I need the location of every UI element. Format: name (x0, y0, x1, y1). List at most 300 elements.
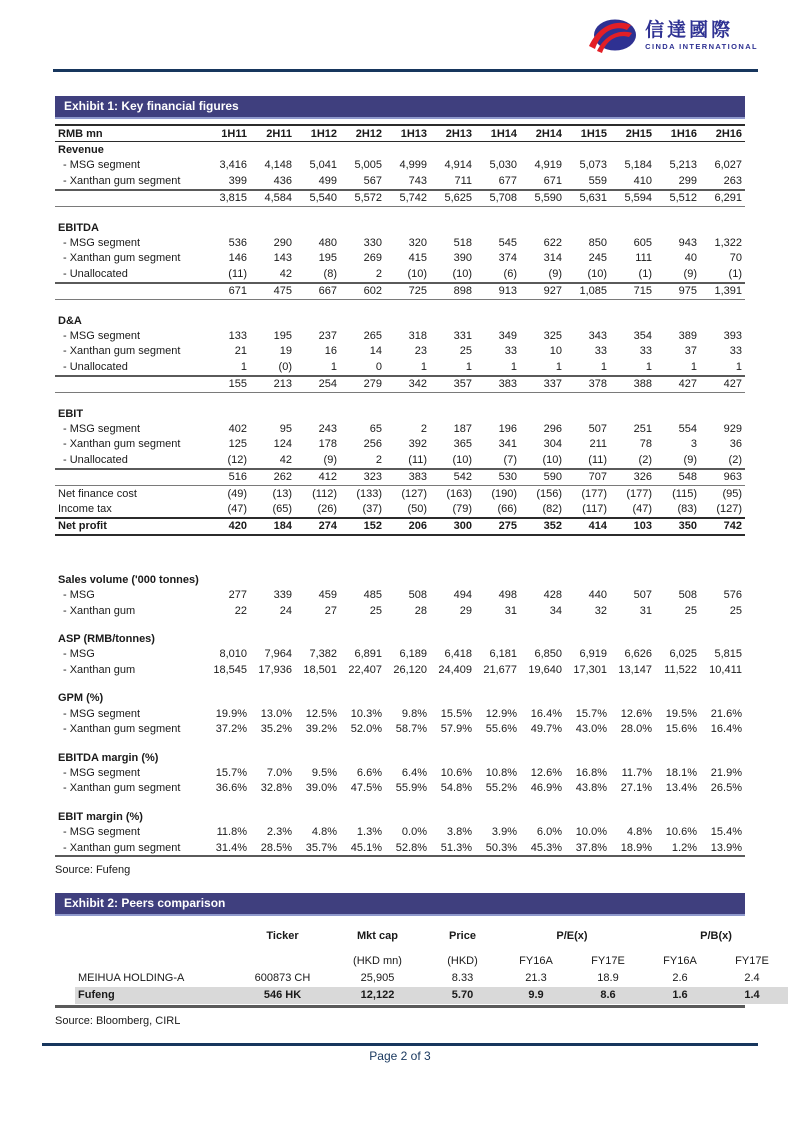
row-label: - MSG segment (63, 159, 141, 172)
value-cell: 32 (594, 604, 607, 617)
value-cell: 1,322 (714, 236, 742, 249)
value-cell: 6,181 (489, 648, 517, 661)
row-label: Net finance cost (58, 487, 137, 500)
value-cell: 300 (430, 518, 475, 535)
value-cell: 1 (465, 360, 472, 373)
data-row (55, 173, 745, 189)
value-cell: 279 (340, 376, 385, 393)
value-cell: 6,025 (669, 648, 697, 661)
value-cell: 16.4% (530, 707, 562, 720)
value-cell: 4.8% (626, 826, 652, 839)
value-cell: 436 (273, 174, 292, 187)
value-cell: 304 (543, 438, 562, 451)
row-label: - Xanthan gum segment (63, 174, 181, 187)
value-cell: 499 (318, 174, 337, 187)
value-cell: 43.8% (575, 782, 607, 795)
value-cell: 715 (610, 283, 655, 300)
value-cell: 554 (678, 423, 697, 435)
row-label: - Xanthan gum (63, 604, 136, 617)
row-label (55, 376, 205, 393)
peers-subheader (235, 953, 330, 970)
value-cell: 28.0% (620, 723, 652, 736)
cinda-logo (587, 13, 758, 59)
value-cell: 677 (498, 174, 517, 187)
value-cell: (2) (638, 453, 652, 466)
value-cell: (11) (408, 453, 427, 466)
value-cell: 5,540 (295, 190, 340, 207)
value-cell: 605 (633, 236, 652, 249)
value-cell: 25 (369, 604, 382, 617)
value-cell: 323 (340, 469, 385, 486)
column-header: 2H14 (535, 127, 562, 140)
value-cell: 5,572 (340, 190, 385, 207)
value-cell: 296 (543, 423, 562, 435)
row-label: - MSG (63, 589, 95, 602)
data-row (55, 840, 745, 856)
value-cell: 415 (408, 252, 427, 265)
value-cell: 9.5% (311, 766, 337, 779)
value-cell: 21.9% (710, 766, 742, 779)
value-cell: 152 (340, 518, 385, 535)
row-label: - Xanthan gum segment (55, 840, 205, 856)
value-cell: 6,418 (444, 648, 472, 661)
header-divider (53, 69, 758, 72)
value-cell: 124 (273, 438, 292, 451)
column-header: 1H15 (580, 127, 607, 140)
value-cell: 412 (295, 469, 340, 486)
value-cell: 35.2% (260, 723, 292, 736)
value-cell: 383 (385, 469, 430, 486)
value-cell: 6.6% (356, 766, 382, 779)
value-cell: 410 (633, 174, 652, 187)
value-cell: 4,914 (444, 159, 472, 172)
value-cell: (6) (503, 267, 517, 280)
value-cell: 18.1% (665, 766, 697, 779)
row-label: - Xanthan gum segment (63, 345, 181, 358)
value-cell: 211 (589, 438, 607, 451)
value-cell: 402 (228, 423, 247, 435)
value-cell: 19,640 (528, 663, 562, 676)
value-cell: 545 (498, 236, 517, 249)
value-cell: 13.4% (665, 782, 697, 795)
peers-header: P/E(x) (556, 930, 588, 942)
value-cell: (1) (728, 267, 742, 280)
peers-row-highlighted (75, 987, 788, 1004)
column-header: 2H13 (445, 127, 472, 140)
value-cell: (11) (588, 453, 607, 466)
value-cell: 54.8% (440, 782, 472, 795)
value-cell: 26.5% (710, 782, 742, 795)
value-cell: 15.4% (710, 826, 742, 839)
data-row (55, 825, 745, 840)
value-cell: 314 (543, 252, 562, 265)
data-row (55, 486, 745, 502)
exhibit-1-source: Source: Fufeng (55, 864, 131, 877)
peers-header: Price (449, 930, 476, 942)
row-label: - Unallocated (63, 267, 128, 280)
page-number: Page 2 of 3 (369, 1049, 431, 1063)
value-cell: 274 (295, 518, 340, 535)
value-cell: (13) (272, 487, 292, 500)
value-cell: 3,815 (205, 190, 250, 207)
value-cell: 6,291 (700, 190, 745, 207)
value-cell: 45.3% (520, 840, 565, 856)
value-cell: 21,677 (483, 663, 517, 676)
data-row (55, 422, 745, 437)
value-cell: 530 (475, 469, 520, 486)
exhibit-2-title-bar: Exhibit 2: Peers comparison (55, 893, 745, 916)
value-cell: 5,512 (655, 190, 700, 207)
value-cell: 237 (318, 329, 337, 342)
value-cell: 36 (729, 438, 742, 451)
value-cell: 25,905 (360, 972, 395, 984)
value-cell: 16 (324, 345, 337, 358)
value-cell: 52.8% (385, 840, 430, 856)
value-cell: 10,411 (709, 663, 742, 676)
value-cell: 33 (594, 345, 607, 358)
value-cell: (9) (683, 453, 697, 466)
value-cell: 33 (504, 345, 517, 358)
value-cell: 414 (565, 518, 610, 535)
value-cell: 1 (240, 360, 247, 373)
value-cell: 10.3% (350, 707, 382, 720)
value-cell: 10.8% (485, 766, 517, 779)
peers-subheader: FY17E (591, 955, 625, 967)
value-cell: 13.0% (260, 707, 292, 720)
value-cell: 184 (250, 518, 295, 535)
peers-header-row-2 (75, 953, 788, 970)
value-cell: 507 (633, 589, 652, 602)
peers-header: P/B(x) (700, 930, 732, 942)
value-cell: 428 (543, 589, 562, 602)
value-cell: 337 (520, 376, 565, 393)
value-cell: 155 (205, 376, 250, 393)
value-cell: 299 (678, 174, 697, 187)
value-cell: 32.8% (260, 782, 292, 795)
value-cell: 485 (363, 589, 382, 602)
value-cell: 602 (340, 283, 385, 300)
peers-subheader: (HKD) (447, 955, 478, 967)
value-cell: 427 (655, 376, 700, 393)
value-cell: 16.8% (575, 766, 607, 779)
subtotal-row (55, 376, 745, 393)
value-cell: 6,919 (579, 648, 607, 661)
value-cell: 725 (385, 283, 430, 300)
value-cell: 459 (318, 589, 337, 602)
spacer-row (55, 393, 745, 407)
value-cell: 536 (228, 236, 247, 249)
section-header-row (55, 142, 745, 158)
value-cell: 6,891 (354, 648, 382, 661)
value-cell: 26,120 (393, 663, 427, 676)
value-cell: 943 (678, 236, 697, 249)
value-cell: (156) (536, 487, 562, 500)
value-cell: 47.5% (350, 782, 382, 795)
value-cell: 206 (385, 518, 430, 535)
value-cell: 389 (678, 329, 697, 342)
spacer-row (55, 300, 745, 314)
peers-table-wrap (55, 928, 769, 1004)
value-cell: 393 (723, 329, 742, 342)
value-cell: 178 (318, 438, 337, 451)
value-cell: 243 (318, 423, 337, 435)
value-cell: 331 (453, 329, 472, 342)
value-cell: (7) (503, 453, 517, 466)
net-profit-row (55, 518, 745, 535)
value-cell: (112) (312, 487, 337, 500)
data-row (55, 706, 745, 721)
exhibit-2-source: Source: Bloomberg, CIRL (55, 1014, 181, 1027)
value-cell: 494 (453, 589, 472, 602)
value-cell: 5,631 (565, 190, 610, 207)
value-cell: 357 (430, 376, 475, 393)
value-cell: 4.8% (311, 826, 337, 839)
peers-subheader (75, 953, 235, 970)
value-cell: 8,010 (219, 648, 247, 661)
value-cell: 350 (655, 518, 700, 535)
value-cell: 1.6 (644, 987, 716, 1004)
section-header-row (55, 632, 745, 647)
value-cell: (177) (626, 487, 652, 500)
value-cell: 290 (273, 236, 292, 249)
value-cell: 2.3% (266, 826, 292, 839)
row-label (55, 283, 205, 300)
value-cell: 245 (588, 252, 607, 265)
data-row (55, 603, 745, 618)
spacer-row (55, 796, 745, 809)
value-cell: 5,213 (669, 159, 697, 172)
value-cell: 559 (588, 174, 607, 187)
value-cell: 622 (543, 236, 562, 249)
column-header: RMB mn (58, 127, 103, 140)
value-cell: 2 (375, 267, 382, 280)
value-cell: 427 (700, 376, 745, 393)
value-cell: 2 (420, 423, 427, 435)
value-cell: 46.9% (530, 782, 562, 795)
value-cell: 265 (363, 329, 382, 342)
value-cell: 10.6% (665, 826, 697, 839)
column-header: 1H12 (310, 127, 337, 140)
value-cell: (95) (722, 487, 742, 500)
value-cell: 420 (205, 518, 250, 535)
value-cell: 36.6% (215, 782, 247, 795)
value-cell: 383 (475, 376, 520, 393)
value-cell: 1,391 (700, 283, 745, 300)
value-cell: (1) (638, 267, 652, 280)
value-cell: 15.7% (575, 707, 607, 720)
value-cell: 23 (414, 345, 427, 358)
value-cell: 28 (414, 604, 427, 617)
section-header-row (55, 809, 745, 824)
value-cell: 40 (684, 252, 697, 265)
value-cell: 1 (645, 360, 652, 373)
value-cell: 39.0% (305, 782, 337, 795)
data-row (55, 251, 745, 266)
value-cell: 15.7% (215, 766, 247, 779)
value-cell: 11.7% (621, 766, 652, 779)
row-label: - MSG segment (63, 707, 141, 720)
value-cell: 5,625 (430, 190, 475, 207)
value-cell: 25 (459, 345, 472, 358)
value-cell: 508 (408, 589, 427, 602)
value-cell: 667 (295, 283, 340, 300)
cinda-logo-icon (587, 13, 639, 59)
data-row (55, 647, 745, 662)
row-label: - Xanthan gum segment (63, 723, 181, 736)
column-header-row (55, 125, 745, 142)
value-cell: 1 (690, 360, 697, 373)
value-cell: 35.7% (295, 840, 340, 856)
subtotal-row (55, 190, 745, 207)
value-cell: (10) (587, 267, 607, 280)
spacer-row (55, 678, 745, 691)
value-cell: 6,027 (714, 159, 742, 172)
value-cell: 17,301 (573, 663, 607, 676)
value-cell: 12,122 (330, 987, 425, 1004)
value-cell: 975 (655, 283, 700, 300)
spacer-cell (55, 678, 745, 691)
value-cell: (133) (356, 487, 382, 500)
value-cell: 929 (723, 423, 742, 435)
value-cell: 5,742 (385, 190, 430, 207)
value-cell: (127) (401, 487, 427, 500)
value-cell: 4,919 (534, 159, 562, 172)
spacer-cell (55, 207, 745, 221)
exhibit-1-section (55, 96, 745, 876)
value-cell: 963 (700, 469, 745, 486)
value-cell: 17,936 (258, 663, 292, 676)
value-cell: 34 (549, 604, 562, 617)
value-cell: (115) (672, 487, 697, 500)
row-label: - Unallocated (63, 453, 128, 466)
value-cell: 25 (729, 604, 742, 617)
value-cell: 1 (735, 360, 742, 373)
value-cell: 7.0% (266, 766, 292, 779)
value-cell: 9.9 (500, 987, 572, 1004)
value-cell: 11.8% (216, 826, 247, 839)
peers-header: Ticker (266, 930, 299, 942)
value-cell: 5,815 (714, 648, 742, 661)
value-cell: 12.5% (305, 707, 337, 720)
value-cell: 743 (408, 174, 427, 187)
value-cell: 390 (453, 252, 472, 265)
value-cell: 19.5% (665, 707, 697, 720)
value-cell: 742 (700, 518, 745, 535)
logo-english-name: CINDA INTERNATIONAL (645, 42, 758, 52)
value-cell: (12) (227, 453, 247, 466)
value-cell: 95 (279, 423, 292, 435)
value-cell: 318 (408, 329, 427, 342)
value-cell: 600873 CH (254, 972, 311, 984)
value-cell: 52.0% (350, 723, 382, 736)
value-cell: 9.8% (401, 707, 427, 720)
value-cell: 5,041 (309, 159, 337, 172)
value-cell: (177) (581, 487, 607, 500)
value-cell: 263 (723, 174, 742, 187)
value-cell: 21.3 (525, 972, 547, 984)
value-cell: 5,073 (579, 159, 607, 172)
value-cell: 12.6% (620, 707, 652, 720)
section-header-row (55, 572, 745, 587)
value-cell: 143 (273, 252, 292, 265)
value-cell: 10.6% (440, 766, 472, 779)
section-label: EBITDA (58, 221, 99, 234)
spacer-cell (55, 796, 745, 809)
value-cell: 262 (250, 469, 295, 486)
value-cell: 343 (588, 329, 607, 342)
value-cell: 18,545 (213, 663, 247, 676)
value-cell: 392 (408, 438, 427, 451)
value-cell: (117) (582, 503, 607, 516)
value-cell: 8.33 (451, 972, 474, 984)
value-cell: 374 (498, 252, 517, 265)
data-row (55, 235, 745, 250)
value-cell: 146 (228, 252, 247, 265)
value-cell: 4,148 (264, 159, 292, 172)
value-cell: 850 (588, 236, 607, 249)
value-cell: 133 (228, 329, 247, 342)
value-cell: (49) (227, 487, 247, 500)
value-cell: (9) (683, 267, 697, 280)
value-cell: 548 (655, 469, 700, 486)
value-cell: 6,189 (399, 648, 427, 661)
subtotal-row (55, 469, 745, 486)
value-cell: 65 (369, 423, 382, 435)
section-header-row (55, 313, 745, 328)
spacer-cell (55, 535, 745, 572)
value-cell: (10) (452, 267, 472, 280)
value-cell: 590 (520, 469, 565, 486)
value-cell: 1.4 (716, 987, 788, 1004)
column-header: 1H13 (400, 127, 427, 140)
column-header: 1H14 (490, 127, 517, 140)
spacer-cell (55, 300, 745, 314)
value-cell: 24 (279, 604, 292, 617)
value-cell: 5,030 (489, 159, 517, 172)
value-cell: 27 (324, 604, 337, 617)
peers-row (75, 970, 788, 987)
value-cell: 0.0% (401, 826, 427, 839)
value-cell: (82) (542, 503, 562, 516)
value-cell: 15.6% (665, 723, 697, 736)
row-label: - MSG segment (63, 423, 141, 435)
value-cell: 546 HK (235, 987, 330, 1004)
exhibit-2-section (55, 893, 769, 1027)
value-cell: 13,147 (618, 663, 652, 676)
value-cell: 354 (633, 329, 652, 342)
footer-divider (42, 1043, 758, 1046)
value-cell: 4,999 (399, 159, 427, 172)
peers-header (75, 928, 235, 953)
key-financial-figures-table (55, 124, 745, 857)
data-row (55, 722, 745, 737)
value-cell: 5,005 (354, 159, 382, 172)
spacer-row (55, 535, 745, 572)
row-label: - Xanthan gum segment (63, 438, 181, 451)
value-cell: 31 (639, 604, 652, 617)
row-label: - Xanthan gum segment (63, 252, 181, 265)
value-cell: 103 (610, 518, 655, 535)
value-cell: 1,085 (565, 283, 610, 300)
row-label: - Unallocated (63, 360, 128, 373)
value-cell: 326 (610, 469, 655, 486)
row-label (55, 469, 205, 486)
value-cell: 2.6 (672, 972, 688, 984)
value-cell: 6,626 (624, 648, 652, 661)
spacer-row (55, 619, 745, 632)
value-cell: (66) (497, 503, 517, 516)
value-cell: 3.9% (491, 826, 517, 839)
